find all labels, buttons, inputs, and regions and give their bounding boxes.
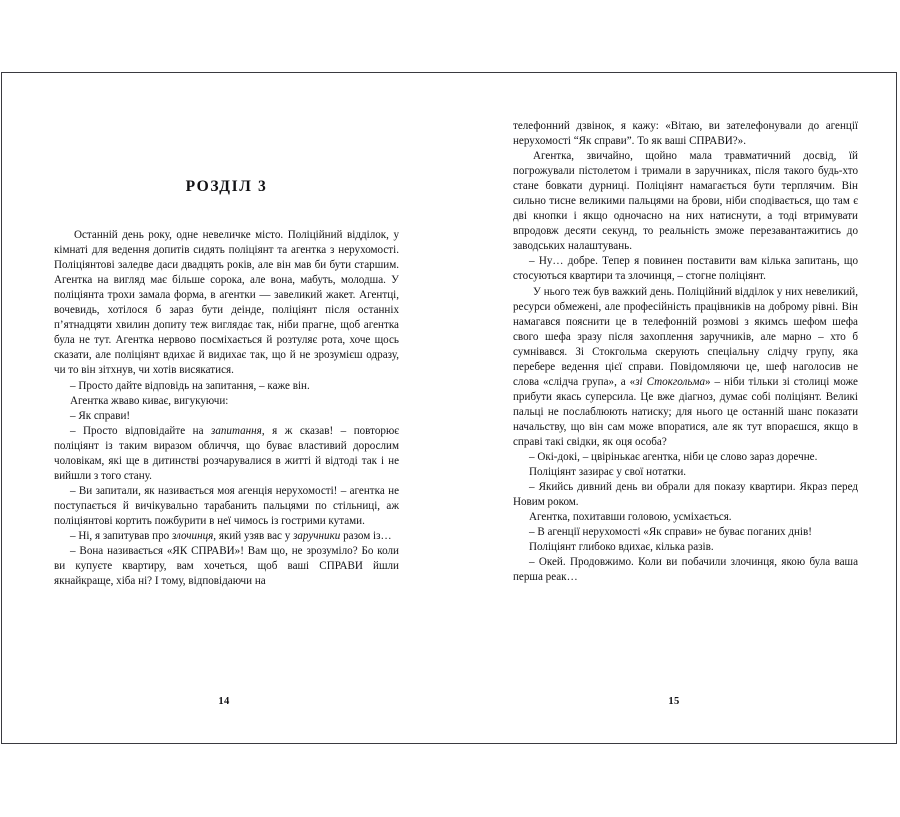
- body-paragraph: [54, 484, 399, 529]
- body-paragraph: [513, 119, 858, 149]
- emphasis-text: запитання: [211, 424, 262, 437]
- body-paragraph: [513, 555, 858, 585]
- body-text: Останній день року, одне невеличке місто. Поліційний відділок, у кімнаті для ведення допитів сидять поліціянт та агентка з нерухомості. Поліціянтові заледве даси двадцять років, але він мав би бути старшим. Агентка на вигляд має більше сорока, але вона, мабуть, молодша. У поліціянта трохи замала форма, в агентки — завеликий жакет. Агентці, вочевидь, хотілося б зараз бути деінде, поліціянт після останніх п’ятнадцяти хвилин допиту теж виглядає так, ніби прагне, щоб агентка була не тут. Агентка нервово посміхається й розтуляє рота, хоче щось сказати, але поліціянт вдихає й видихає так, що й не зрозумієш одразу, чи то він зітхнув, чи хотів висякатися.: [54, 229, 399, 377]
- body-paragraph: [513, 540, 858, 555]
- body-text: – В агенції нерухомості «Як справи» не буває поганих днів!: [529, 526, 812, 539]
- body-text: – Просто дайте відповідь на запитання, – каже він.: [70, 379, 310, 392]
- body-paragraph: [54, 529, 399, 544]
- body-paragraph: [513, 149, 858, 254]
- chapter-title: РОЗДІЛ 3: [185, 178, 268, 195]
- body-text: Агентка, звичайно, щойно мала травматичний досвід, їй погрожували пістолетом і тримали в заручниках, після такого будь-хто стане бовкати дурниці. Поліціянт намагається бути терплячим. Він сильно тисне великими пальцями на брови, ніби сподівається, що там є дві кнопки і якщо одночасно на них натиснути, а тоді втримувати впродовж десяти секунд, то реальність зможе перезавантажитись до заводських налаштувань.: [513, 150, 858, 253]
- body-paragraph: [513, 285, 858, 451]
- body-text: Поліціянт зазирає у свої нотатки.: [529, 466, 687, 479]
- body-text: – Якийсь дивний день ви обрали для показу квартири. Якраз перед Новим роком.: [513, 481, 858, 509]
- left-page-text-column: [54, 179, 399, 589]
- body-text: – Ви запитали, як називається моя агенція нерухомості! – агентка не поступається й вичікувально тарабанить пальцями по стільниці, аж поліціянтові кортить пожбурити в неї чимось із гострими кутами.: [54, 484, 399, 527]
- body-paragraph: [513, 480, 858, 510]
- emphasis-text: заручники: [293, 529, 341, 542]
- body-text: – Вона називається «ЯК СПРАВИ»! Вам що, не зрозуміло? Бо коли ви купуєте квартиру, вам хочеться, щоб ваші СПРАВИ йшли якнайкраще, хіба ні? І тому, відповідаючи на: [54, 545, 399, 588]
- body-text: , який узяв вас у: [213, 529, 294, 542]
- body-paragraph: [513, 450, 858, 465]
- body-paragraph: [54, 544, 399, 589]
- left-page-body: [54, 228, 399, 589]
- body-text: Агентка, похитавши головою, усміхається.: [529, 511, 732, 524]
- body-text: – Окі-докі, – цвірінькає агентка, ніби це слово зараз доречне.: [529, 451, 818, 464]
- body-text: – Окей. Продовжимо. Коли ви побачили злочинця, якою була ваша перша реак…: [513, 556, 858, 584]
- body-text: , я ж сказав! – повторює поліціянт із таким виразом обличчя, що буває властивий дорослим чоловікам, які ще в дитинстві розчарувалися в житті й відтоді так і не вийшли з того стану.: [54, 424, 399, 482]
- body-text: разом із…: [340, 529, 392, 542]
- body-text: телефонний дзвінок, я кажу: «Вітаю, ви зателефонували до агенції нерухомості “Як справи”. То як ваші СПРАВИ?».: [513, 120, 858, 148]
- body-paragraph: [54, 228, 399, 378]
- right-page-body: [513, 119, 858, 585]
- right-page-text-column: [513, 119, 858, 585]
- book-spread: [1, 72, 897, 744]
- body-text: – Ні, я запитував про: [70, 529, 172, 542]
- book-page-left: [2, 73, 450, 743]
- page-number-left: 14: [218, 696, 230, 707]
- body-text: – Ну… добре. Тепер я повинен поставити вам кілька запитань, що стосуються квартири та злочинця, – стогне поліціянт.: [513, 255, 858, 283]
- body-text: Поліціянт глибоко вдихає, кілька разів.: [529, 541, 714, 554]
- emphasis-text: зі Стокгольма: [635, 375, 705, 388]
- body-text: » – ніби тільки зі столиці може прибути якась суперсила. Це вже діагноз, думає собі поліціянт. Великі пальці не послаблюють натиску; для нього це останній шанс показати начальству, що він сам може впоратися, але як тут впораєшся, якщо в справі такі свідки, як оця особа?: [513, 375, 858, 448]
- body-text: Агентка жваво киває, вигукуючи:: [70, 394, 229, 407]
- page-number-right: 15: [668, 696, 680, 707]
- body-paragraph: [54, 409, 399, 424]
- body-paragraph: [513, 465, 858, 480]
- body-paragraph: [54, 424, 399, 484]
- body-text: У нього теж був важкий день. Поліційний відділок у них невеликий, ресурси обмежені, але професійність працівників на доброму рівні. Він намагався пояснити це в телефонній розмові з якимсь шефом шефа свого шефа зразу після захоплення заручників, але марно – хто б сумнівався. Зі Стокгольма скерують спеціальну слідчу групу, яка перебере ведення цієї справи. Повідомляючи це, шеф наголосив не слова «слідча група», а «: [513, 285, 858, 388]
- emphasis-text: злочинця: [171, 529, 214, 542]
- book-page-right: [450, 73, 898, 743]
- body-paragraph: [54, 379, 399, 394]
- body-paragraph: [513, 510, 858, 525]
- body-paragraph: [513, 254, 858, 284]
- body-text: – Як справи!: [70, 409, 131, 422]
- body-paragraph: [513, 525, 858, 540]
- body-text: – Просто відповідайте на: [70, 424, 211, 437]
- body-paragraph: [54, 394, 399, 409]
